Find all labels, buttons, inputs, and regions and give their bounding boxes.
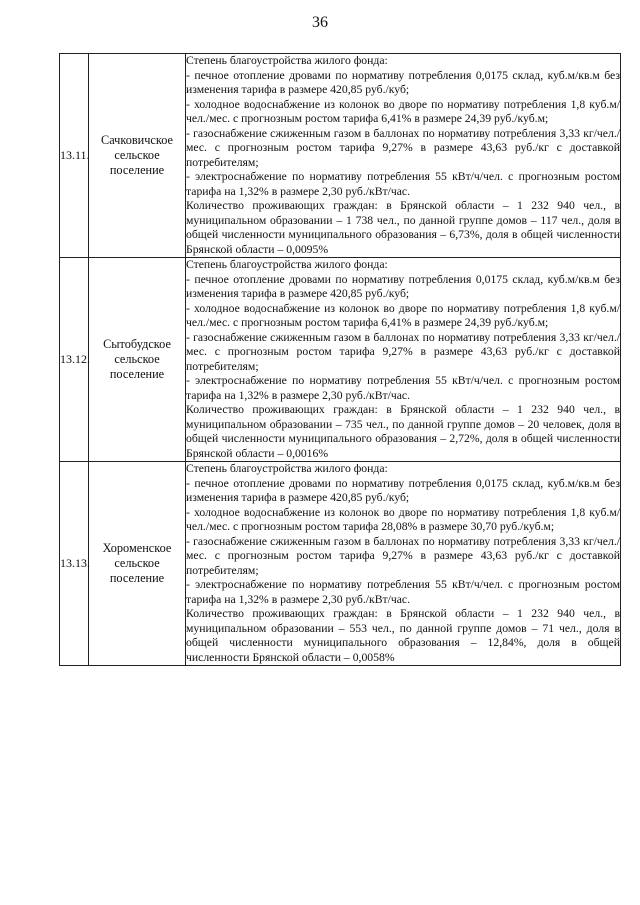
description-item-gas: - газоснабжение сжиженным газом в баллонах по нормативу потребления 3,33 кг/чел./мес. с прогнозным ростом тарифа 9,27% в размере 43,63 руб./кг с доставкой потребителям; <box>186 534 620 577</box>
row-number: 13.13. <box>60 462 89 666</box>
settlement-name-line: поселение <box>109 571 165 585</box>
settlement-name-line: Хороменское <box>102 541 172 555</box>
description-item-electricity: - электроснабжение по нормативу потребления 55 кВт/ч/чел. с прогнозным ростом тарифа на 1,32% в размере 2,30 руб./кВт/час. <box>186 578 620 606</box>
row-number: 13.11. <box>60 54 89 258</box>
row-number: 13.12. <box>60 258 89 462</box>
description-item-water: - холодное водоснабжение из колонок во дворе по нормативу потребления 1,8 куб.м/чел./мес. с прогнозным ростом тарифа 28,08% в размере 30,70 руб./куб.м; <box>186 505 620 533</box>
settlement-name-line: сельское <box>114 352 160 366</box>
page-number: 36 <box>312 14 328 31</box>
description-item-gas: - газоснабжение сжиженным газом в баллонах по нормативу потребления 3,33 кг/чел./мес. с прогнозным ростом тарифа 9,27% в размере 43,63 руб./кг с доставкой потребителям; <box>186 330 620 373</box>
description-population: Количество проживающих граждан: в Брянской области – 1 232 940 чел., в муниципальном образовании – 735 чел., по данной группе домов – 20 человек, доля в общей численности муниципального образования – 2,72%, доля в общей численности Брянской области – 0,0016% <box>186 403 620 460</box>
description-item-electricity: - электроснабжение по нормативу потребления 55 кВт/ч/чел. с прогнозным ростом тарифа на 1,32% в размере 2,30 руб./кВт/час. <box>186 374 620 402</box>
description-heading: Степень благоустройства жилого фонда: <box>186 54 388 67</box>
settlement-name-line: сельское <box>114 148 160 162</box>
settlement-name <box>89 462 186 666</box>
housing-description <box>186 258 621 462</box>
settlement-name-line: Сачковичское <box>101 133 173 147</box>
table-row <box>60 258 621 462</box>
description-heading: Степень благоустройства жилого фонда: <box>186 258 388 271</box>
settlement-name-line: сельское <box>114 556 160 570</box>
table-row <box>60 54 621 258</box>
housing-description <box>186 54 621 258</box>
description-item-heating: - печное отопление дровами по нормативу потребления 0,0175 склад, куб.м/кв.м без изменения тарифа в размере 420,85 руб./куб; <box>186 476 620 504</box>
table-row <box>60 462 621 666</box>
settlement-name-line: поселение <box>109 367 165 381</box>
description-item-heating: - печное отопление дровами по нормативу потребления 0,0175 склад, куб.м/кв.м без изменения тарифа в размере 420,85 руб./куб; <box>186 272 620 300</box>
settlement-name-line: поселение <box>109 163 165 177</box>
description-item-heating: - печное отопление дровами по нормативу потребления 0,0175 склад, куб.м/кв.м без изменения тарифа в размере 420,85 руб./куб; <box>186 68 620 96</box>
settlement-name-line: Сытобудское <box>103 337 171 351</box>
housing-description <box>186 462 621 666</box>
description-item-electricity: - электроснабжение по нормативу потребления 55 кВт/ч/чел. с прогнозным ростом тарифа на 1,32% в размере 2,30 руб./кВт/час. <box>186 170 620 198</box>
settlement-name <box>89 258 186 462</box>
description-population: Количество проживающих граждан: в Брянской области – 1 232 940 чел., в муниципальном образовании – 553 чел., по данной группе домов – 71 чел., доля в общей численности муниципального образования – 12,84%, доля в общей численности Брянской области – 0,0058% <box>186 607 620 664</box>
description-item-water: - холодное водоснабжение из колонок во дворе по нормативу потребления 1,8 куб.м/чел./мес. с прогнозным ростом тарифа 6,41% в размере 24,39 руб./куб.м; <box>186 97 620 125</box>
description-item-water: - холодное водоснабжение из колонок во дворе по нормативу потребления 1,8 куб.м/чел./мес. с прогнозным ростом тарифа 6,41% в размере 24,39 руб./куб.м; <box>186 301 620 329</box>
description-item-gas: - газоснабжение сжиженным газом в баллонах по нормативу потребления 3,33 кг/чел./мес. с прогнозным ростом тарифа 9,27% в размере 43,63 руб./кг с доставкой потребителям; <box>186 126 620 169</box>
settlement-name <box>89 54 186 258</box>
settlements-table <box>59 53 621 666</box>
description-population: Количество проживающих граждан: в Брянской области – 1 232 940 чел., в муниципальном образовании – 1 738 чел., по данной группе домов – 117 чел., доля в общей численности муниципального образования – 6,73%, доля в общей численности Брянской области – 0,0095% <box>186 199 620 256</box>
description-heading: Степень благоустройства жилого фонда: <box>186 462 388 475</box>
